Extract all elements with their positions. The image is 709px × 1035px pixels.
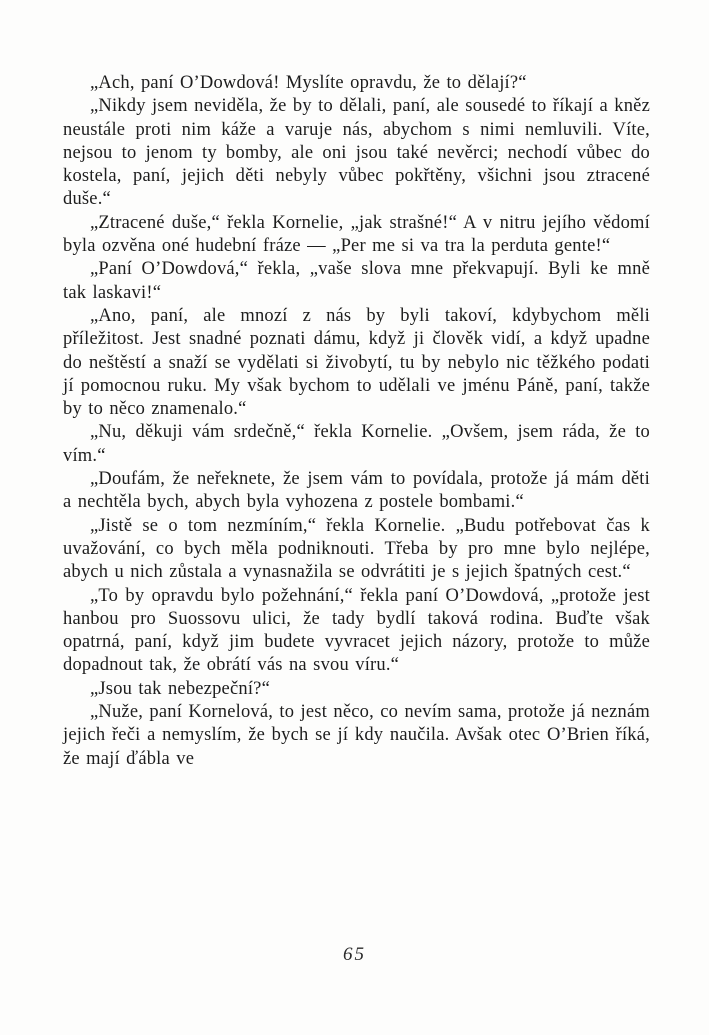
page-text-block (63, 72, 650, 771)
paragraph: „Nuže, paní Kornelová, to jest něco, co nevím sama, protože já neznám jejich řeči a nemyslím, že bych se jí kdy naučila. Avšak otec O’Brien říká, že mají ďábla ve (63, 702, 650, 769)
paragraph: „Jistě se o tom nezmíním,“ řekla Kornelie. „Budu potřebovat čas k uvažování, co bych měla podniknouti. Třeba by pro mne bylo nejlépe, abych u nich zůstala a vynasnažila se odvrátiti je s jejich špatných cest.“ (63, 515, 650, 583)
paragraph: „Nikdy jsem neviděla, že by to dělali, paní, ale sousedé to říkají a kněz neustále proti nim káže a varuje nás, abychom s nimi nemluvili. Víte, nejsou to jenom ty bomby, ale oni jsou také nevěrci; nechodí vůbec do kostela, paní, jejich děti nebyly vůbec pokřtěny, všichni jsou ztracené duše.“ (63, 96, 650, 210)
paragraph: „Ach, paní O’Dowdová! Myslíte opravdu, že to dělají?“ (90, 73, 527, 93)
paragraph: „Jsou tak nebezpeční?“ (90, 678, 270, 699)
paragraph: „Ano, paní, ale mnozí z nás by byli takoví, kdybychom měli příležitost. Jest snadné poznati dámu, když ji člověk vidí, a když upadne do neštěstí a snaží se vydělati si živobytí, tu by nebylo nic těžkého podati jí pomocnou ruku. My však bychom to udělali ve jménu Páně, paní, takže by to něco znamenalo.“ (63, 305, 650, 420)
paragraph: „Nu, děkuji vám srdečně,“ řekla Kornelie. „Ovšem, jsem ráda, že to vím.“ (63, 422, 650, 466)
page-number: 65 (343, 944, 366, 965)
paragraph: „Paní O’Dowdová,“ řekla, „vaše slova mne překvapují. Byli ke mně tak laskavi!“ (63, 259, 650, 303)
paragraph: „To by opravdu bylo požehnání,“ řekla paní O’Dowdová, „protože jest hanbou pro Suossovu ulici, že tady bydlí taková rodina. Buďte však opatrná, paní, když jim budete vyvracet jejich názory, protože to může dopadnout tak, že obrátí vás na svou víru.“ (63, 585, 650, 676)
paragraph: „Doufám, že neřeknete, že jsem vám to povídala, protože já mám děti a nechtěla bych, abych byla vyhozena z postele bombami.“ (63, 469, 650, 513)
paragraph: „Ztracené duše,“ řekla Kornelie, „jak strašné!“ A v nitru jejího vědomí byla ozvěna oné hudební fráze — „Per me si va tra la perduta gente!“ (63, 212, 650, 257)
